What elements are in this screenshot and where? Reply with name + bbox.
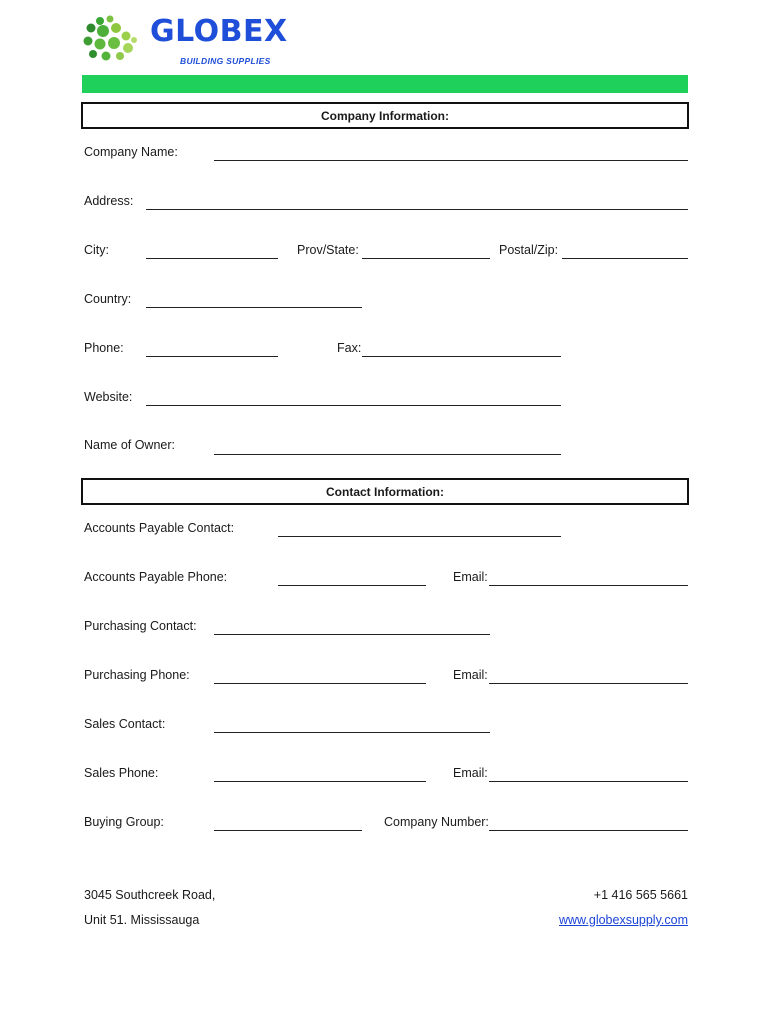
purchasing-email-field[interactable] [489,683,688,684]
company-name-label: Company Name: [84,145,178,159]
sales-email-label: Email: [453,766,488,780]
ap-contact-label: Accounts Payable Contact: [84,521,235,535]
phone-label: Phone: [84,341,124,355]
postal-zip-label: Postal/Zip: [499,243,559,257]
sales-email-field[interactable] [489,781,688,782]
buying-group-field[interactable] [214,830,362,831]
phone-field[interactable] [146,356,278,357]
contact-section-header [81,478,689,505]
purchasing-email-label: Email: [453,668,488,682]
prov-state-label: Prov/State: [297,243,359,257]
company-number-label: Company Number: [384,815,489,829]
footer-address-line2: Unit 51. Mississauga [84,913,200,927]
city-field[interactable] [146,258,278,259]
address-field[interactable] [146,209,688,210]
footer-phone: +1 416 565 5661 [593,888,688,902]
footer-website-link[interactable]: www.globexsupply.com [559,913,688,927]
owner-field[interactable] [214,454,561,455]
website-field[interactable] [146,405,561,406]
globex-logo-icon [80,14,140,64]
ap-contact-field[interactable] [278,536,561,537]
website-label: Website: [84,390,133,404]
footer-address-line1: 3045 Southcreek Road, [84,888,216,902]
logo-name: GLOBEX [150,14,288,49]
company-section-title: Company Information: [321,108,449,123]
owner-label: Name of Owner: [84,438,176,452]
header-bar [82,75,688,93]
logo-tagline: BUILDING SUPPLIES [180,56,271,66]
purchasing-phone-field[interactable] [214,683,426,684]
sales-contact-field[interactable] [214,732,490,733]
company-name-field[interactable] [214,160,688,161]
purchasing-phone-label: Purchasing Phone: [84,668,190,682]
ap-phone-field[interactable] [278,585,426,586]
country-label: Country: [84,292,132,306]
purchasing-contact-label: Purchasing Contact: [84,619,197,633]
fax-label: Fax: [337,341,362,355]
ap-email-label: Email: [453,570,488,584]
company-section-header [81,102,689,129]
sales-phone-field[interactable] [214,781,426,782]
purchasing-contact-field[interactable] [214,634,490,635]
prov-state-field[interactable] [362,258,490,259]
company-number-field[interactable] [489,830,688,831]
buying-group-label: Buying Group: [84,815,164,829]
fax-field[interactable] [362,356,561,357]
postal-zip-field[interactable] [562,258,688,259]
country-field[interactable] [146,307,362,308]
sales-contact-label: Sales Contact: [84,717,166,731]
address-label: Address: [84,194,134,208]
city-label: City: [84,243,109,257]
sales-phone-label: Sales Phone: [84,766,159,780]
ap-email-field[interactable] [489,585,688,586]
ap-phone-label: Accounts Payable Phone: [84,570,228,584]
contact-section-title: Contact Information: [326,484,444,499]
